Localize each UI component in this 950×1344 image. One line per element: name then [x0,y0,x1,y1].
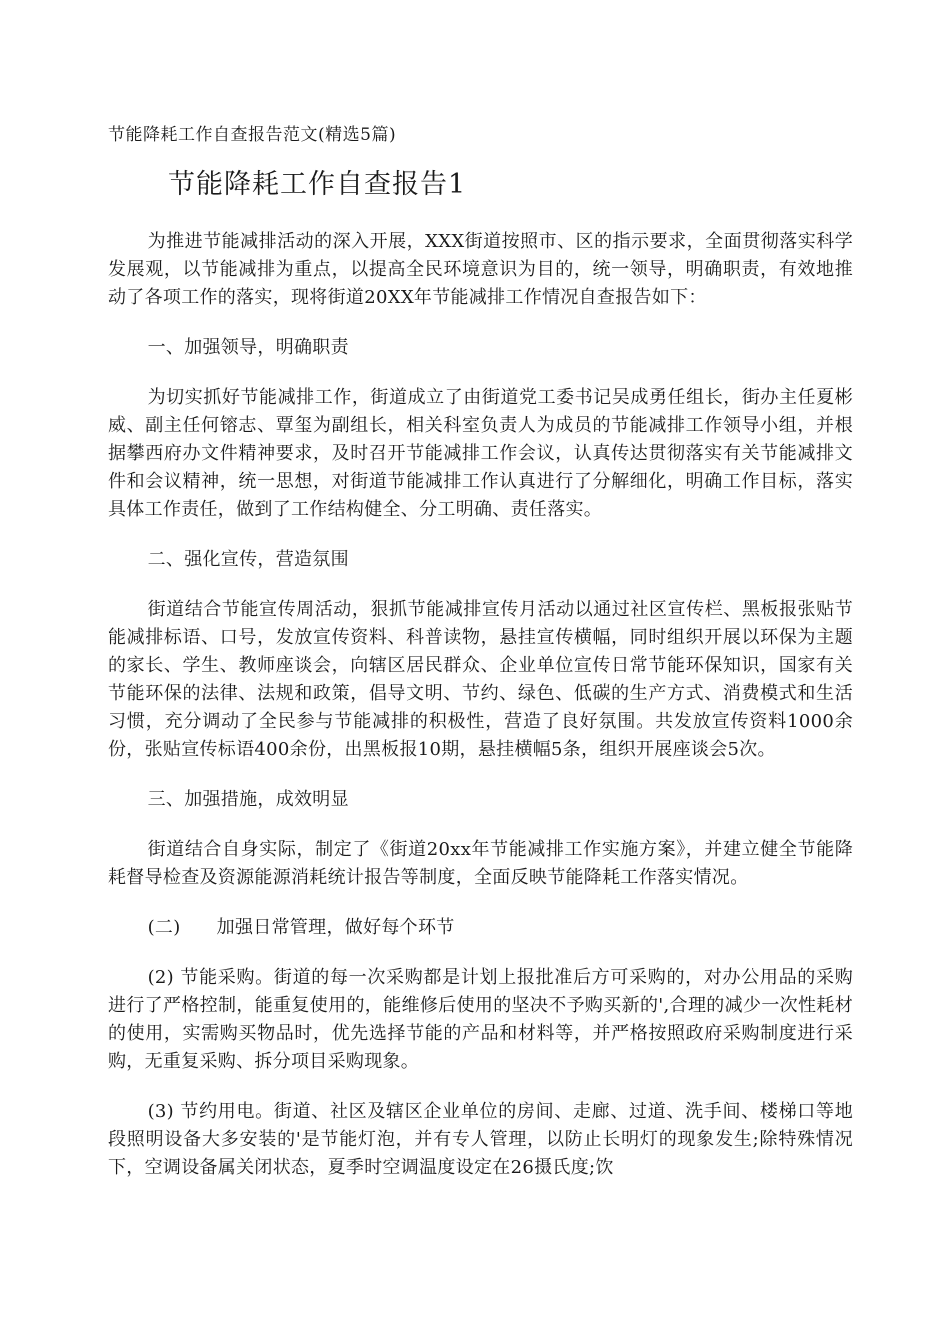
item-2-paragraph: (2) 节能采购。街道的每一次采购都是计划上报批准后方可采购的，对办公用品的采购进行了严格控制，能重复使用的，能维修后使用的坚决不予购买新的',合理的减少一次性耗材的使用，实需购买物品时，优先选择节能的产品和材料等，并严格按照政府采购制度进行采购，无重复采购、拆分项目采购现象。 [108,967,853,1072]
document-header: 节能降耗工作自查报告范文(精选5篇) [108,125,397,145]
subsection-heading: (二) 加强日常管理，做好每个环节 [147,917,455,938]
section-3-paragraph: 街道结合自身实际，制定了《街道20xx年节能减排工作实施方案》，并建立健全节能降耗督导检查及资源能源消耗统计报告等制度，全面反映节能降耗工作落实情况。 [108,839,853,888]
section-2-paragraph: 街道结合节能宣传周活动，狠抓节能减排宣传月活动以通过社区宣传栏、黑板报张贴节能减排标语、口号，发放宣传资料、科普读物，悬挂宣传横幅，同时组织开展以环保为主题的家长、学生、教师座谈会，向辖区居民群众、企业单位宣传日常节能环保知识，国家有关节能环保的法律、法规和政策，倡导文明、节约、绿色、低碳的生产方式、消费模式和生活习惯，充分调动了全民参与节能减排的积极性，营造了良好氛围。共发放宣传资料1000余份，张贴宣传标语400余份，出黑板报10期，悬挂横幅5条，组织开展座谈会5次。 [108,599,853,760]
document-body [108,228,853,1204]
section-heading-1: 一、加强领导，明确职责 [147,337,349,358]
section-heading-2: 二、强化宣传，营造氛围 [147,549,349,570]
item-3-paragraph: (3) 节约用电。街道、社区及辖区企业单位的房间、走廊、过道、洗手间、楼梯口等地段照明设备大多安装的'是节能灯泡，并有专人管理，以防止长明灯的现象发生;除特殊情况下，空调设备属关闭状态，夏季时空调温度设定在26摄氏度;饮 [108,1101,853,1178]
document-title: 节能降耗工作自查报告1 [168,169,467,200]
section-1-paragraph: 为切实抓好节能减排工作，街道成立了由街道党工委书记吴成勇任组长，街办主任夏彬威、副主任何镕志、覃玺为副组长，相关科室负责人为成员的节能减排工作领导小组，并根据攀西府办文件精神要求，及时召开节能减排工作会议，认真传达贯彻落实有关节能减排文件和会议精神，统一思想，对街道节能减排工作认真进行了分解细化，明确工作目标，落实具体工作责任，做到了工作结构健全、分工明确、责任落实。 [108,387,853,520]
section-heading-3: 三、加强措施，成效明显 [147,789,349,810]
intro-paragraph: 为推进节能减排活动的深入开展，XXX街道按照市、区的指示要求，全面贯彻落实科学发展观，以节能减排为重点，以提高全民环境意识为目的，统一领导，明确职责，有效地推动了各项工作的落实，现将街道20XX年节能减排工作情况自查报告如下： [108,231,853,308]
